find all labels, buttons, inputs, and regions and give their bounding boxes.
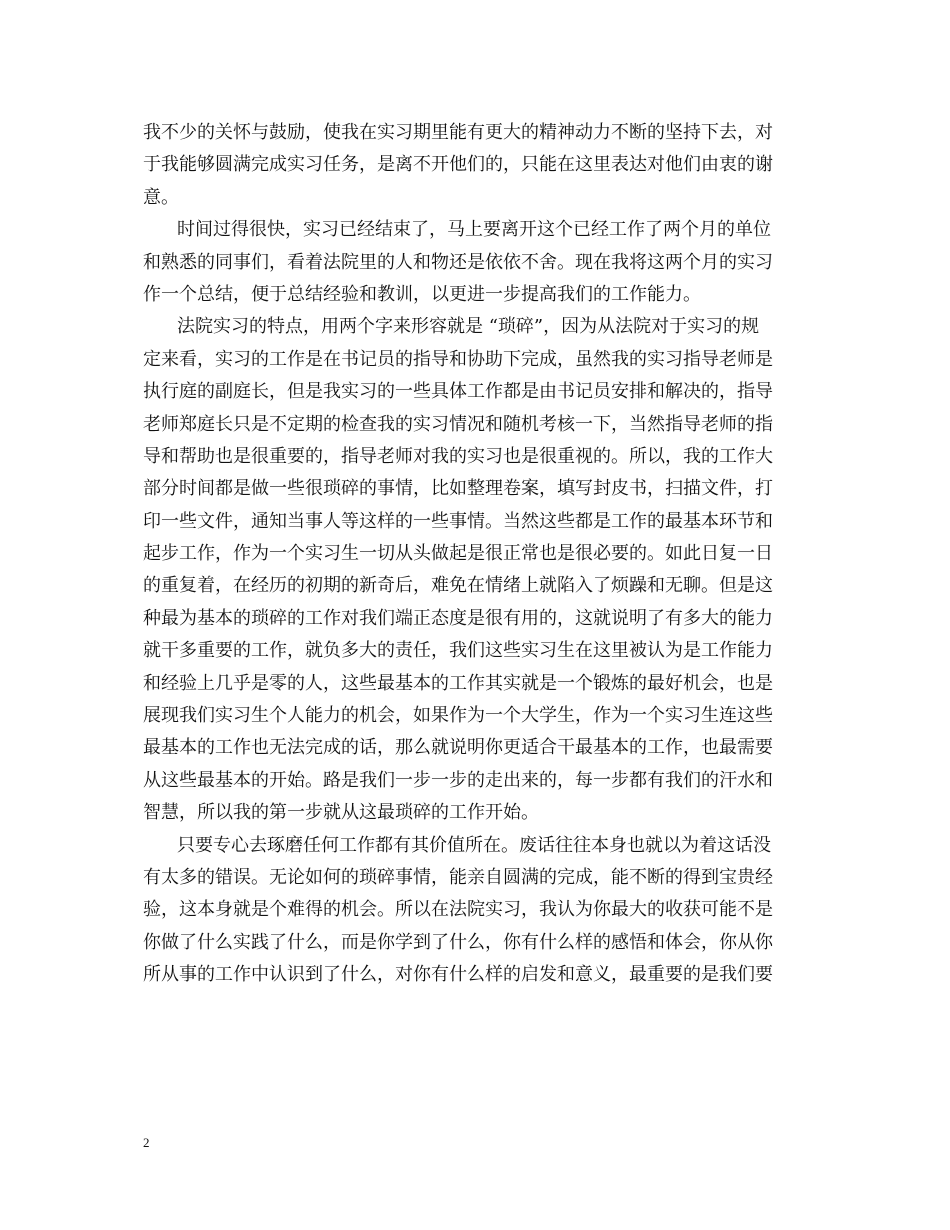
page-number: 2 [143, 1135, 150, 1150]
text-line: 和熟悉的同事们，看着法院里的人和物还是依依不舍。现在我将这两个月的实习 [143, 251, 773, 273]
text-line: 种最为基本的琐碎的工作对我们端正态度是很有用的，这就说明了有多大的能力 [143, 607, 773, 629]
text-line: 老师郑庭长只是不定期的检查我的实习情况和随机考核一下，当然指导老师的指 [143, 413, 773, 435]
text-line: 验，这本身就是个难得的机会。所以在法院实习，我认为你最大的收获可能不是 [143, 899, 773, 921]
text-line: 定来看，实习的工作是在书记员的指导和协助下完成，虽然我的实习指导老师是 [143, 348, 773, 370]
body-text [143, 117, 803, 992]
text-line: 执行庭的副庭长，但是我实习的一些具体工作都是由书记员安排和解决的，指导 [143, 381, 773, 403]
text-line: 智慧，所以我的第一步就从这最琐碎的工作开始。 [143, 802, 539, 824]
text-line: 我不少的关怀与鼓励，使我在实习期里能有更大的精神动力不断的坚持下去，对 [143, 122, 773, 143]
text-line: 部分时间都是做一些很琐碎的事情，比如整理卷案，填写封皮书，扫描文件，打 [143, 478, 773, 500]
text-line: 起步工作，作为一个实习生一切从头做起是很正常也是很必要的。如此日复一日 [143, 543, 773, 565]
text-line: 从这些最基本的开始。路是我们一步一步的走出来的，每一步都有我们的汗水和 [143, 769, 773, 791]
text-line: 作一个总结，便于总结经验和教训，以更进一步提高我们的工作能力。 [143, 283, 701, 305]
text-line: 最基本的工作也无法完成的话，那么就说明你更适合干最基本的工作，也最需要 [143, 737, 773, 759]
paragraph-first-line: 时间过得很快，实习已经结束了，马上要离开这个已经工作了两个月的单位 [177, 219, 771, 241]
text-line: 意。 [143, 186, 179, 208]
text-line: 你做了什么实践了什么，而是你学到了什么，你有什么样的感悟和体会，你从你 [143, 931, 773, 953]
text-line: 的重复着，在经历的初期的新奇后，难免在情绪上就陷入了烦躁和无聊。但是这 [143, 575, 773, 597]
text-line: 印一些文件，通知当事人等这样的一些事情。当然这些都是工作的最基本环节和 [143, 510, 773, 532]
text-line: 和经验上几乎是零的人，这些最基本的工作其实就是一个锻炼的最好机会，也是 [143, 672, 773, 694]
text-line: 于我能够圆满完成实习任务，是离不开他们的，只能在这里表达对他们由衷的谢 [143, 154, 773, 176]
paragraph-first-line: 只要专心去琢磨任何工作都有其价值所在。废话往往本身也就以为着这话没 [177, 834, 771, 856]
text-line: 就干多重要的工作，就负多大的责任，我们这些实习生在这里被认为是工作能力 [143, 640, 773, 662]
paragraph-first-line: 法院实习的特点，用两个字来形容就是 “琐碎”，因为从法院对于实习的规 [177, 316, 760, 338]
text-line: 有太多的错误。无论如何的琐碎事情，能亲自圆满的完成，能不断的得到宝贵经 [143, 866, 773, 888]
text-line: 展现我们实习生个人能力的机会，如果作为一个大学生，作为一个实习生连这些 [143, 705, 773, 727]
text-line: 导和帮助也是很重要的，指导老师对我的实习也是很重视的。所以，我的工作大 [143, 445, 773, 467]
text-line: 所从事的工作中认识到了什么，对你有什么样的启发和意义，最重要的是我们要 [143, 964, 773, 986]
